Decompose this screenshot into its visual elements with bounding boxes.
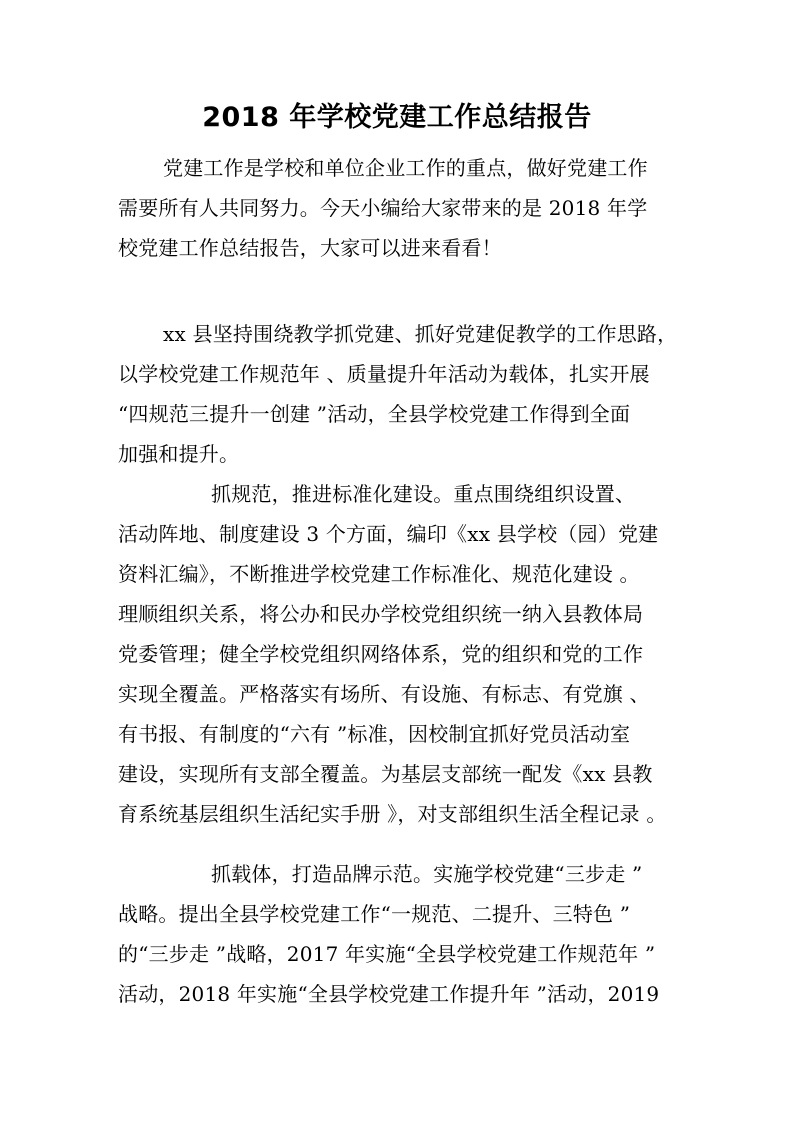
- document-title: 2018 年学校党建工作总结报告: [202, 102, 592, 133]
- paragraph-line: 实现全覆盖。严格落实有场所、有设施、有标志、有党旗 、: [118, 682, 650, 706]
- paragraph-line: 活动，2018 年实施“全县学校党建工作提升年 ”活动，2019: [118, 982, 660, 1006]
- intro-line: 校党建工作总结报告，大家可以进来看看！: [118, 236, 502, 260]
- paragraph-line: 战略。提出全县学校党建工作“一规范、二提升、三特色 ”: [118, 902, 631, 926]
- paragraph-line: 抓载体，打造品牌示范。实施学校党建“三步走 ”: [211, 862, 643, 886]
- paragraph-line: 党委管理；健全学校党组织网络体系，党的组织和党的工作: [118, 642, 644, 666]
- paragraph-line: “四规范三提升一创建 ”活动，全县学校党建工作得到全面: [118, 402, 631, 426]
- paragraph-line: 加强和提升。: [118, 442, 240, 466]
- intro-line: 需要所有人共同努力。今天小编给大家带来的是 2018 年学: [118, 196, 648, 220]
- paragraph-line: 以学校党建工作规范年 、质量提升年活动为载体，扎实开展: [118, 362, 650, 386]
- paragraph-line: 建设，实现所有支部全覆盖。为基层支部统一配发《xx 县教: [118, 762, 653, 786]
- paragraph-line: 资料汇编》，不断推进学校党建工作标准化、规范化建设 。: [118, 562, 640, 586]
- paragraph-line: 活动阵地、制度建设 3 个方面，编印《xx 县学校（园）党建: [118, 522, 659, 546]
- intro-line: 党建工作是学校和单位企业工作的重点，做好党建工作: [163, 156, 648, 180]
- paragraph-line: 有书报、有制度的“六有 ”标准，因校制宜抓好党员活动室: [118, 722, 631, 746]
- paragraph-line: 育系统基层组织生活纪实手册 》，对支部组织生活全程记录 。: [118, 802, 667, 826]
- paragraph-line: 的“三步走 ”战略，2017 年实施“全县学校党建工作规范年 ”: [118, 942, 656, 966]
- paragraph-line: 抓规范，推进标准化建设。重点围绕组织设置、: [211, 482, 636, 506]
- paragraph-line: 理顺组织关系，将公办和民办学校党组织统一纳入县教体局: [118, 602, 644, 626]
- paragraph-line: xx 县坚持围绕教学抓党建、抓好党建促教学的工作思路，: [163, 322, 678, 346]
